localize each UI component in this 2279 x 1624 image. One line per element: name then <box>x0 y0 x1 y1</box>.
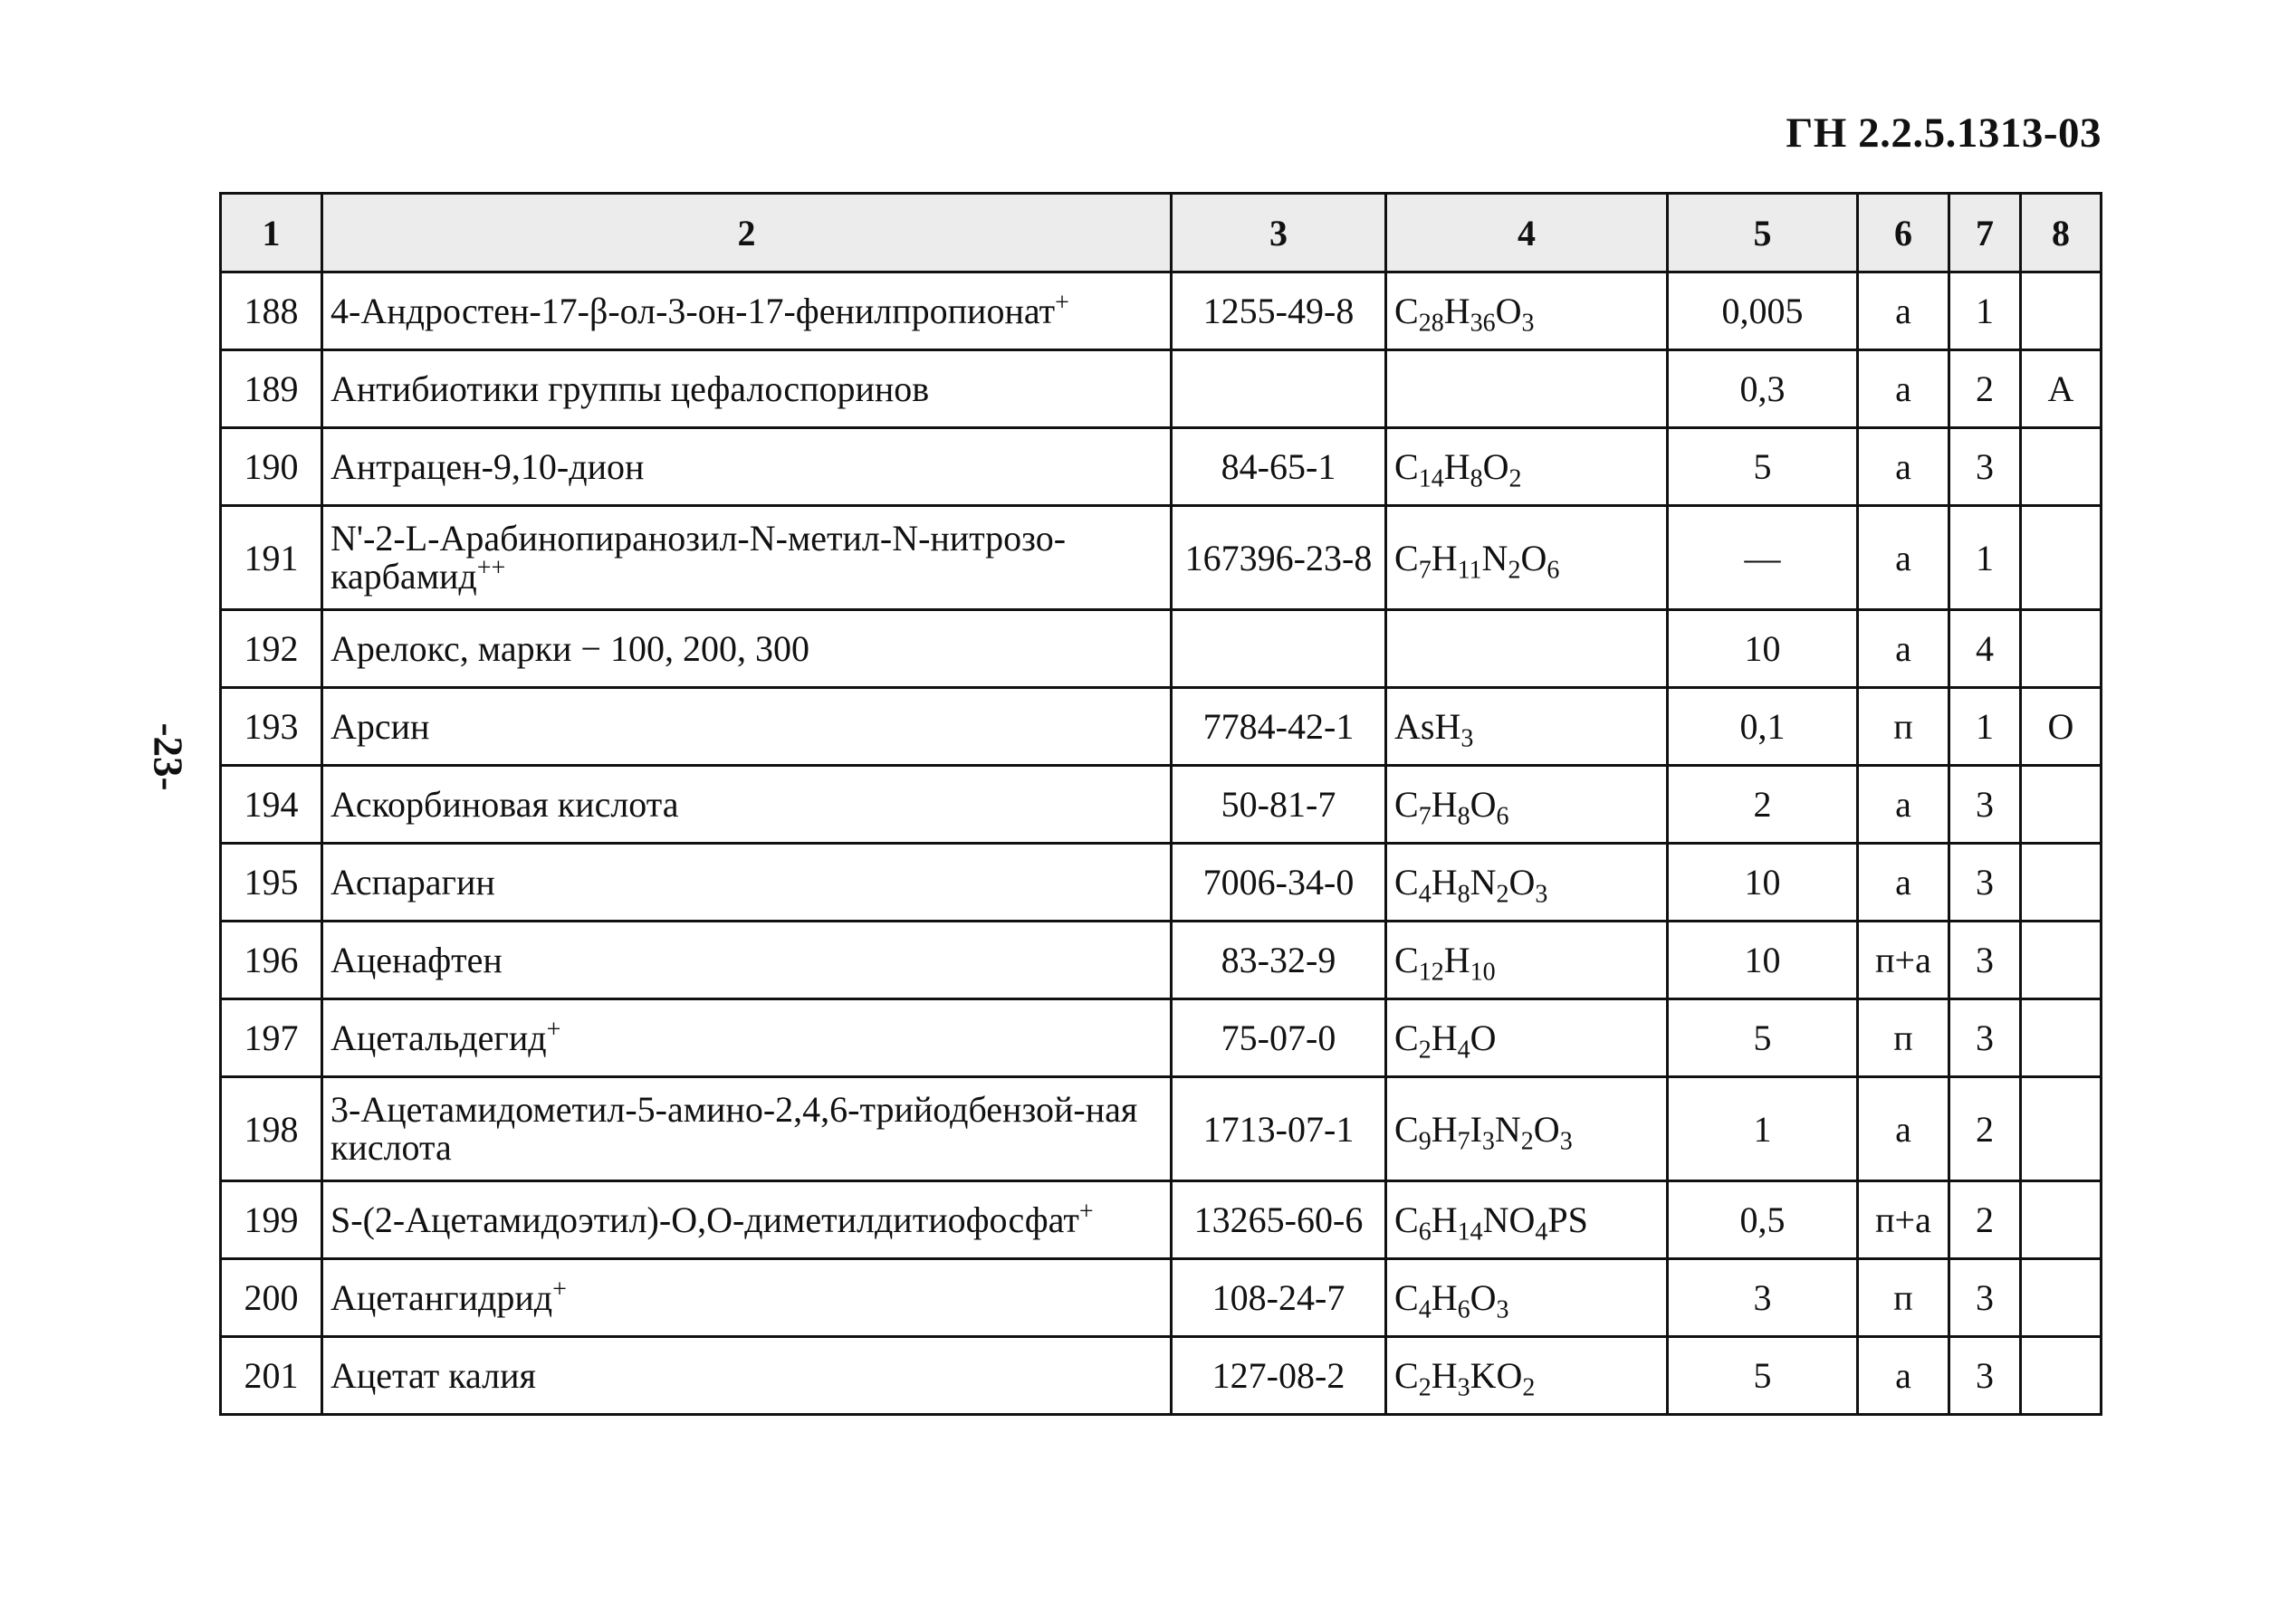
substance-name: 3-Ацетамидометил-5-амино-2,4,6-трийодбензой-ная кислота <box>330 1089 1138 1168</box>
formula-element: C <box>1394 1277 1419 1318</box>
substance-name-cell <box>322 428 1172 506</box>
value-cell: — <box>1668 506 1858 610</box>
note-cell <box>2021 1181 2102 1259</box>
substance-name-cell <box>322 688 1172 766</box>
formula-subscript: 12 <box>1418 958 1444 987</box>
substance-name-cell <box>322 506 1172 610</box>
substance-name-marker: + <box>1055 288 1069 317</box>
col-header-2: 2 <box>322 194 1172 272</box>
substance-name: Ацетальдегид <box>330 1017 547 1058</box>
formula-element: N <box>1470 862 1497 903</box>
table-row <box>221 844 2102 922</box>
formula-subscript: 9 <box>1418 1126 1432 1155</box>
value-cell: 0,3 <box>1668 350 1858 428</box>
formula-element: I <box>1470 1108 1482 1150</box>
row-number-cell: 200 <box>221 1259 322 1337</box>
formula-subscript: 7 <box>1457 1126 1470 1155</box>
aggregate-state-cell: а <box>1858 272 1949 350</box>
formula-subscript: 3 <box>1460 724 1474 753</box>
substance-name-cell <box>322 1181 1172 1259</box>
hazard-class-cell: 2 <box>1949 350 2021 428</box>
formula-cell <box>1386 999 1668 1077</box>
substance-name: Арелокс, марки − 100, 200, 300 <box>330 627 809 669</box>
formula-subscript: 2 <box>1508 555 1521 584</box>
table-header-row <box>221 194 2102 272</box>
note-cell <box>2021 1337 2102 1415</box>
table-row <box>221 1077 2102 1181</box>
formula-subscript: 6 <box>1546 555 1560 584</box>
note-cell <box>2021 272 2102 350</box>
row-number-cell: 198 <box>221 1077 322 1181</box>
formula-element: O <box>1470 784 1497 825</box>
formula-subscript: 4 <box>1418 1295 1432 1324</box>
note-cell <box>2021 506 2102 610</box>
cas-number-cell: 1713-07-1 <box>1172 1077 1386 1181</box>
value-cell: 10 <box>1668 922 1858 999</box>
formula-cell <box>1386 688 1668 766</box>
note-cell <box>2021 1259 2102 1337</box>
substance-name-marker: + <box>546 1015 561 1044</box>
formula-element: C <box>1394 1108 1419 1150</box>
formula-subscript: 2 <box>1508 464 1522 493</box>
formula-subscript: 8 <box>1457 802 1470 831</box>
cas-number-cell: 84-65-1 <box>1172 428 1386 506</box>
value-cell: 0,5 <box>1668 1181 1858 1259</box>
formula-subscript: 3 <box>1481 1126 1495 1155</box>
formula-subscript: 28 <box>1418 309 1444 338</box>
aggregate-state-cell: а <box>1858 610 1949 688</box>
aggregate-state-cell: а <box>1858 1337 1949 1415</box>
note-cell <box>2021 999 2102 1077</box>
formula-subscript: 6 <box>1496 802 1509 831</box>
cas-number-cell <box>1172 350 1386 428</box>
value-cell: 0,005 <box>1668 272 1858 350</box>
aggregate-state-cell: п <box>1858 688 1949 766</box>
formula-element: H <box>1431 1017 1458 1058</box>
row-number-cell: 189 <box>221 350 322 428</box>
table-row <box>221 1181 2102 1259</box>
col-header-6: 6 <box>1858 194 1949 272</box>
value-cell: 10 <box>1668 844 1858 922</box>
cas-number-cell: 13265-60-6 <box>1172 1181 1386 1259</box>
row-number-cell: 188 <box>221 272 322 350</box>
formula-element: O <box>1470 1017 1497 1058</box>
formula-subscript: 2 <box>1418 1373 1432 1402</box>
formula-subscript: 3 <box>1559 1126 1573 1155</box>
formula-element: H <box>1443 291 1470 331</box>
col-header-8: 8 <box>2021 194 2102 272</box>
hazard-class-cell: 3 <box>1949 1259 2021 1337</box>
note-cell <box>2021 844 2102 922</box>
value-cell: 2 <box>1668 766 1858 844</box>
note-cell <box>2021 922 2102 999</box>
hazard-class-cell: 2 <box>1949 1077 2021 1181</box>
formula-element: NO <box>1482 1199 1536 1240</box>
aggregate-state-cell: п+а <box>1858 922 1949 999</box>
value-cell: 1 <box>1668 1077 1858 1181</box>
row-number-cell: 191 <box>221 506 322 610</box>
value-cell: 10 <box>1668 610 1858 688</box>
note-cell <box>2021 428 2102 506</box>
substance-name-cell <box>322 350 1172 428</box>
substance-name: 4-Андростен-17-β-ол-3-он-17-фенилпропионат <box>330 290 1056 331</box>
substance-name: Аценафтен <box>330 939 503 980</box>
formula-element: AsH <box>1394 706 1461 747</box>
formula-element: C <box>1394 446 1419 487</box>
substance-name: S-(2-Ацетамидоэтил)-О,О-диметилдитиофосфат <box>330 1199 1079 1240</box>
cas-number-cell: 127-08-2 <box>1172 1337 1386 1415</box>
value-cell: 5 <box>1668 1337 1858 1415</box>
formula-element: O <box>1520 537 1547 578</box>
formula-element: C <box>1394 1355 1419 1396</box>
hazard-class-cell: 4 <box>1949 610 2021 688</box>
formula-element: C <box>1394 784 1419 825</box>
formula-element: H <box>1443 446 1470 487</box>
formula-element: C <box>1394 940 1419 980</box>
formula-subscript: 2 <box>1496 880 1509 909</box>
formula-cell <box>1386 1259 1668 1337</box>
formula-subscript: 8 <box>1470 464 1483 493</box>
col-header-1: 1 <box>221 194 322 272</box>
value-cell: 5 <box>1668 428 1858 506</box>
substance-name: Аскорбиновая кислота <box>330 783 679 825</box>
substance-name-marker: + <box>552 1275 567 1304</box>
formula-cell <box>1386 428 1668 506</box>
formula-cell <box>1386 766 1668 844</box>
formula-element: O <box>1482 446 1509 487</box>
aggregate-state-cell: а <box>1858 350 1949 428</box>
table-body <box>221 272 2102 1415</box>
col-header-3: 3 <box>1172 194 1386 272</box>
table-row <box>221 506 2102 610</box>
hazard-class-cell: 3 <box>1949 1337 2021 1415</box>
cas-number-cell: 50-81-7 <box>1172 766 1386 844</box>
substance-name-cell <box>322 766 1172 844</box>
formula-element: O <box>1470 1277 1497 1318</box>
formula-cell <box>1386 844 1668 922</box>
cas-number-cell: 75-07-0 <box>1172 999 1386 1077</box>
hazard-class-cell: 1 <box>1949 688 2021 766</box>
cas-number-cell <box>1172 610 1386 688</box>
aggregate-state-cell: а <box>1858 428 1949 506</box>
row-number-cell: 197 <box>221 999 322 1077</box>
hazard-class-cell: 3 <box>1949 428 2021 506</box>
value-cell: 0,1 <box>1668 688 1858 766</box>
table-row <box>221 688 2102 766</box>
formula-element: H <box>1431 1199 1458 1240</box>
formula-element: N <box>1494 1108 1521 1150</box>
hazard-class-cell: 3 <box>1949 999 2021 1077</box>
formula-subscript: 3 <box>1521 309 1535 338</box>
aggregate-state-cell: п+а <box>1858 1181 1949 1259</box>
note-cell <box>2021 610 2102 688</box>
hazard-class-cell: 1 <box>1949 506 2021 610</box>
formula-cell <box>1386 350 1668 428</box>
note-cell: О <box>2021 688 2102 766</box>
page-number: -23- <box>145 722 191 791</box>
value-cell: 3 <box>1668 1259 1858 1337</box>
formula-element: O <box>1533 1108 1560 1150</box>
formula-subscript: 7 <box>1418 555 1432 584</box>
formula-cell <box>1386 1077 1668 1181</box>
formula-subscript: 6 <box>1418 1218 1432 1247</box>
substance-name-cell <box>322 844 1172 922</box>
hazard-class-cell: 1 <box>1949 272 2021 350</box>
formula-element: H <box>1431 1277 1458 1318</box>
formula-subscript: 10 <box>1470 958 1496 987</box>
row-number-cell: 195 <box>221 844 322 922</box>
formula-element: H <box>1431 862 1458 903</box>
note-cell: А <box>2021 350 2102 428</box>
substance-name: Ацетангидрид <box>330 1276 553 1318</box>
substances-table <box>219 192 2102 1416</box>
formula-subscript: 8 <box>1457 880 1470 909</box>
row-number-cell: 190 <box>221 428 322 506</box>
aggregate-state-cell: п <box>1858 999 1949 1077</box>
substance-name: N'-2-L-Арабинопиранозил-N-метил-N-нитрозо-карбамид <box>330 518 1067 597</box>
formula-element: C <box>1394 862 1419 903</box>
substance-name: Ацетат калия <box>330 1354 536 1396</box>
formula-element: H <box>1431 537 1458 578</box>
note-cell <box>2021 766 2102 844</box>
substance-name-marker: ++ <box>476 554 506 582</box>
table-row <box>221 1337 2102 1415</box>
cas-number-cell: 7784-42-1 <box>1172 688 1386 766</box>
formula-element: N <box>1481 537 1508 578</box>
table-row <box>221 350 2102 428</box>
substance-name-cell <box>322 272 1172 350</box>
cas-number-cell: 7006-34-0 <box>1172 844 1386 922</box>
col-header-4: 4 <box>1386 194 1668 272</box>
hazard-class-cell: 3 <box>1949 922 2021 999</box>
table-row <box>221 428 2102 506</box>
cas-number-cell: 167396-23-8 <box>1172 506 1386 610</box>
formula-subscript: 4 <box>1418 880 1432 909</box>
cas-number-cell: 83-32-9 <box>1172 922 1386 999</box>
table-row <box>221 999 2102 1077</box>
formula-subscript: 2 <box>1522 1373 1536 1402</box>
formula-cell <box>1386 506 1668 610</box>
row-number-cell: 196 <box>221 922 322 999</box>
table-row <box>221 766 2102 844</box>
formula-element: H <box>1443 940 1470 980</box>
col-header-5: 5 <box>1668 194 1858 272</box>
formula-element: O <box>1508 862 1536 903</box>
row-number-cell: 194 <box>221 766 322 844</box>
formula-cell <box>1386 610 1668 688</box>
formula-element: C <box>1394 1199 1419 1240</box>
formula-subscript: 14 <box>1457 1218 1483 1247</box>
substance-name-cell <box>322 1259 1172 1337</box>
formula-element: KO <box>1470 1355 1523 1396</box>
hazard-class-cell: 3 <box>1949 844 2021 922</box>
formula-element: PS <box>1547 1199 1588 1240</box>
formula-element: H <box>1431 1355 1458 1396</box>
formula-subscript: 6 <box>1457 1295 1470 1324</box>
cas-number-cell: 108-24-7 <box>1172 1259 1386 1337</box>
formula-cell <box>1386 1181 1668 1259</box>
formula-subscript: 2 <box>1520 1126 1534 1155</box>
hazard-class-cell: 2 <box>1949 1181 2021 1259</box>
formula-subscript: 14 <box>1418 464 1444 493</box>
table-row <box>221 922 2102 999</box>
aggregate-state-cell: а <box>1858 844 1949 922</box>
document-code: ГН 2.2.5.1313-03 <box>1786 110 2102 157</box>
formula-cell <box>1386 272 1668 350</box>
formula-element: H <box>1431 1108 1458 1150</box>
row-number-cell: 201 <box>221 1337 322 1415</box>
table-row <box>221 272 2102 350</box>
substance-name-cell <box>322 1337 1172 1415</box>
formula-subscript: 2 <box>1418 1036 1432 1065</box>
formula-element: C <box>1394 291 1419 331</box>
substance-name: Антрацен-9,10-дион <box>330 445 645 487</box>
substance-name-marker: + <box>1078 1197 1094 1226</box>
table-row <box>221 610 2102 688</box>
formula-element: O <box>1495 291 1522 331</box>
row-number-cell: 193 <box>221 688 322 766</box>
formula-element: C <box>1394 1017 1419 1058</box>
aggregate-state-cell: а <box>1858 766 1949 844</box>
value-cell: 5 <box>1668 999 1858 1077</box>
formula-subscript: 4 <box>1535 1218 1548 1247</box>
formula-subscript: 7 <box>1418 802 1432 831</box>
substance-name: Аспарагин <box>330 861 495 903</box>
formula-subscript: 4 <box>1457 1036 1470 1065</box>
table-row <box>221 1259 2102 1337</box>
formula-subscript: 3 <box>1535 880 1548 909</box>
aggregate-state-cell: а <box>1858 1077 1949 1181</box>
formula-subscript: 36 <box>1470 309 1496 338</box>
row-number-cell: 199 <box>221 1181 322 1259</box>
aggregate-state-cell: а <box>1858 506 1949 610</box>
formula-element: H <box>1431 784 1458 825</box>
formula-subscript: 11 <box>1457 555 1482 584</box>
substance-name: Арсин <box>330 705 430 747</box>
substance-name-cell <box>322 999 1172 1077</box>
hazard-class-cell: 3 <box>1949 766 2021 844</box>
note-cell <box>2021 1077 2102 1181</box>
formula-cell <box>1386 1337 1668 1415</box>
formula-cell <box>1386 922 1668 999</box>
substance-name-cell <box>322 610 1172 688</box>
aggregate-state-cell: п <box>1858 1259 1949 1337</box>
substance-name-cell <box>322 922 1172 999</box>
substance-name: Антибиотики группы цефалоспоринов <box>330 368 930 409</box>
col-header-7: 7 <box>1949 194 2021 272</box>
row-number-cell: 192 <box>221 610 322 688</box>
formula-subscript: 3 <box>1496 1295 1509 1324</box>
cas-number-cell: 1255-49-8 <box>1172 272 1386 350</box>
substance-name-cell <box>322 1077 1172 1181</box>
formula-subscript: 3 <box>1457 1373 1470 1402</box>
formula-element: C <box>1394 537 1419 578</box>
